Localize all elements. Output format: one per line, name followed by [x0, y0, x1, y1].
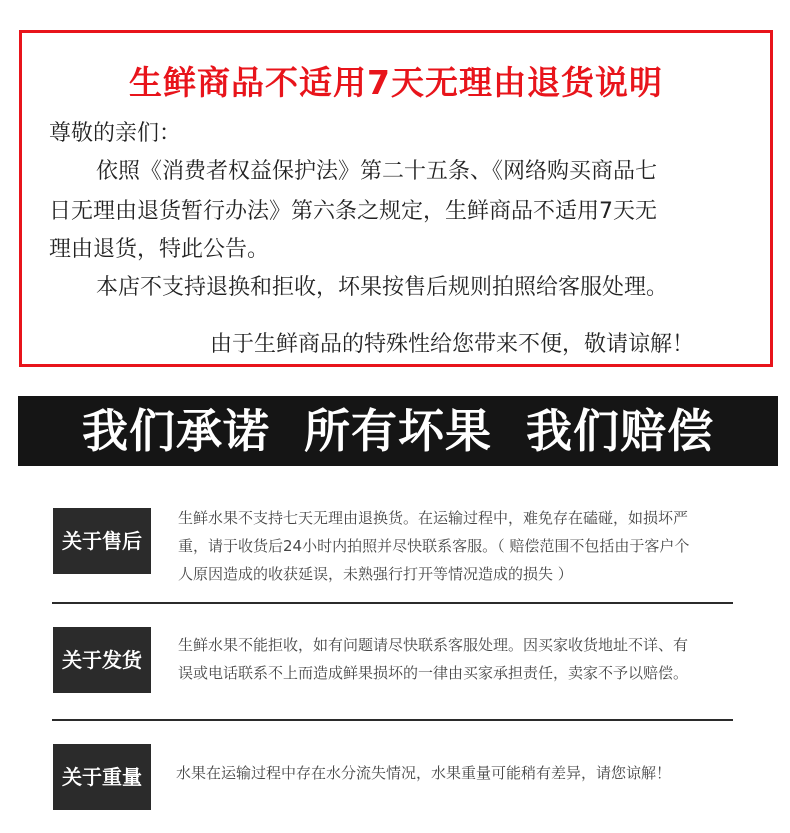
notice-greeting: 尊敬的亲们：	[49, 121, 182, 146]
label-shipping: 关于发货	[53, 627, 151, 693]
shipping-line-2: 误或电话联系不上而造成鲜果损坏的一律由买家承担责任，卖家不予以赔偿。	[178, 664, 689, 682]
notice-line-4: 本店不支持退换和拒收，坏果按售后规则拍照给客服处理。	[96, 275, 669, 300]
divider	[52, 602, 733, 604]
notice-closing: 由于生鲜商品的特殊性给您带来不便，敬请谅解！	[210, 332, 695, 357]
label-after-sales: 关于售后	[53, 508, 151, 574]
shipping-line-1: 生鲜水果不能拒收，如有问题请尽快联系客服处理。因买家收货地址不详、有	[178, 636, 689, 654]
label-weight: 关于重量	[53, 744, 151, 810]
after-sales-line-2: 重，请于收货后24小时内拍照并尽快联系客服。（ 赔偿范围不包括由于客户个	[178, 537, 690, 555]
banner-text: 我们承诺 所有坏果 我们赔偿	[81, 404, 715, 458]
notice-line-3: 理由退货，特此公告。	[49, 237, 270, 262]
divider	[52, 719, 733, 721]
promise-banner	[18, 396, 778, 466]
notice-line-1: 依照《消费者权益保护法》第二十五条、《网络购买商品七	[96, 159, 658, 184]
weight-line-1: 水果在运输过程中存在水分流失情况，水果重量可能稍有差异，请您谅解！	[176, 764, 672, 782]
after-sales-line-1: 生鲜水果不支持七天无理由退换货。在运输过程中，难免存在磕碰，如损坏严	[178, 509, 689, 527]
notice-title: 生鲜商品不适用7天无理由退货说明	[129, 63, 663, 102]
notice-box	[19, 30, 773, 367]
after-sales-line-3: 人原因造成的收获延误，未熟强行打开等情况造成的损失 ）	[178, 565, 573, 583]
notice-line-2: 日无理由退货暂行办法》第六条之规定，生鲜商品不适用7天无	[49, 199, 657, 224]
